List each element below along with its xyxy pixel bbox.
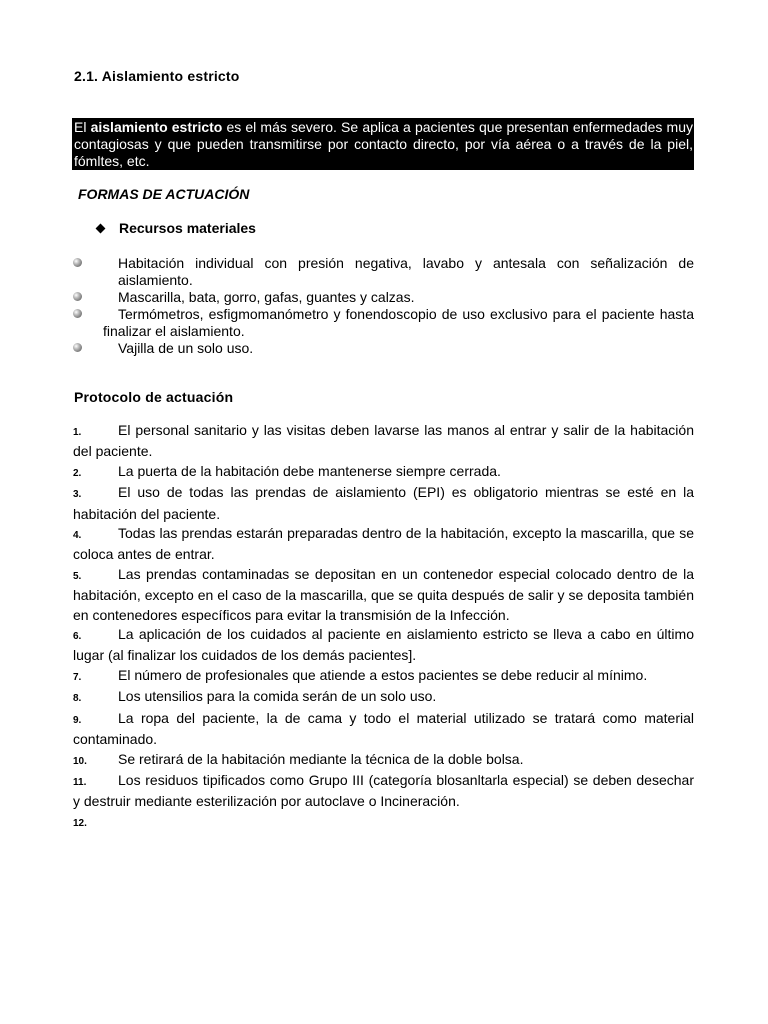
step-number: 6. (73, 631, 82, 643)
step-text: La aplicación de los cuidados al paciente en aislamiento estricto se lleva a cabo en último lugar (al finalizar los cuidados de los demás pacientes]. (73, 626, 694, 664)
list-item (73, 340, 694, 357)
protocol-step (73, 771, 694, 812)
protocol-step (73, 709, 694, 750)
list-item-text: Termómetros, esfigmomanómetro y fonendoscopio de uso exclusivo para el paciente hasta (118, 306, 694, 322)
protocol-step (73, 625, 694, 666)
section-title: 2.1. Aislamiento estricto (74, 68, 240, 84)
step-number: 12. (73, 817, 87, 829)
materials-list (73, 255, 694, 357)
protocol-step (73, 687, 694, 708)
list-item (73, 255, 694, 289)
list-item (73, 306, 694, 340)
sphere-bullet-icon (73, 309, 82, 318)
protocol-step (73, 421, 694, 462)
protocol-step (73, 812, 694, 833)
intro-paragraph (72, 118, 694, 170)
list-item (73, 289, 694, 306)
protocol-step (73, 483, 694, 524)
step-text: La ropa del paciente, la de cama y todo el material utilizado se tratará como material contaminado. (73, 709, 694, 748)
intro-rest: es el más severo. Se aplica a pacientes que presentan enfermedades muy contagiosas y que pueden transmitirse por contacto directo, por vía aérea o a través de la piel, fómltes, etc. (74, 119, 694, 169)
step-number: 11. (73, 776, 87, 788)
step-text: El número de profesionales que atiende a estos pacientes se debe reducir al mínimo. (118, 666, 648, 683)
step-number: 3. (73, 489, 82, 501)
sphere-bullet-icon (73, 258, 82, 267)
step-text: Todas las prendas estarán preparadas dentro de la habitación, excepto la mascarilla, que se coloca antes de entrar. (73, 525, 694, 563)
list-item-text: Mascarilla, bata, gorro, gafas, guantes y calzas. (118, 289, 415, 305)
step-text: El personal sanitario y las visitas deben lavarse las manos al entrar y salir de la habitación del paciente. (73, 422, 694, 460)
list-item-text: Vajilla de un solo uso. (118, 340, 254, 356)
sphere-bullet-icon (73, 292, 82, 301)
protocolo-heading: Protocolo de actuación (74, 389, 234, 405)
step-number: 1. (73, 427, 82, 438)
protocol-step (73, 462, 694, 483)
protocol-step (73, 750, 694, 771)
step-text: Se retirará de la habitación mediante la técnica de la doble bolsa. (118, 750, 524, 767)
step-number: 4. (73, 530, 82, 542)
recursos-heading: Recursos materiales (119, 220, 256, 236)
step-number: 9. (73, 714, 82, 726)
protocol-step (73, 524, 694, 565)
list-item-text-wrap (73, 306, 694, 340)
intro-bold-term: aislamiento estricto (90, 119, 223, 135)
step-number: 5. (73, 570, 82, 582)
step-text: Los residuos tipificados como Grupo III (categoría blosanltarla especial) se deben desechar y destruir mediante esterilización por autoclave o Incineración. (73, 771, 694, 810)
intro-prefix: El (74, 119, 91, 135)
sphere-bullet-icon (73, 343, 82, 352)
step-text: Las prendas contaminadas se depositan en un contenedor especial colocado dentro de la habitación, excepto en el caso de la mascarilla, que se quita después de salir y se deposita también en contenedores específicos para evitar la transmisión de la Infección. (73, 565, 694, 623)
list-item-text: Habitación individual con presión negativa, lavabo y antesala con señalización de aislamiento. (118, 255, 694, 288)
diamond-bullet-icon (96, 223, 106, 233)
step-number: 8. (73, 693, 82, 705)
step-number: 10. (73, 755, 87, 767)
step-text: Los utensilios para la comida serán de un solo uso. (118, 688, 437, 705)
list-item-text-continued: finalizar el aislamiento. (103, 323, 245, 339)
protocol-step (73, 565, 694, 625)
protocol-steps-list (73, 421, 694, 833)
step-text: La puerta de la habitación debe mantenerse siempre cerrada. (118, 462, 501, 479)
step-number: 2. (73, 467, 82, 479)
formas-heading: FORMAS DE ACTUACIÓN (78, 186, 250, 202)
step-number: 7. (73, 671, 82, 683)
step-text: El uso de todas las prendas de aislamiento (EPI) es obligatorio mientras se esté en la habitación del paciente. (73, 484, 694, 522)
recursos-heading-row (96, 220, 256, 236)
protocol-step (73, 666, 694, 687)
